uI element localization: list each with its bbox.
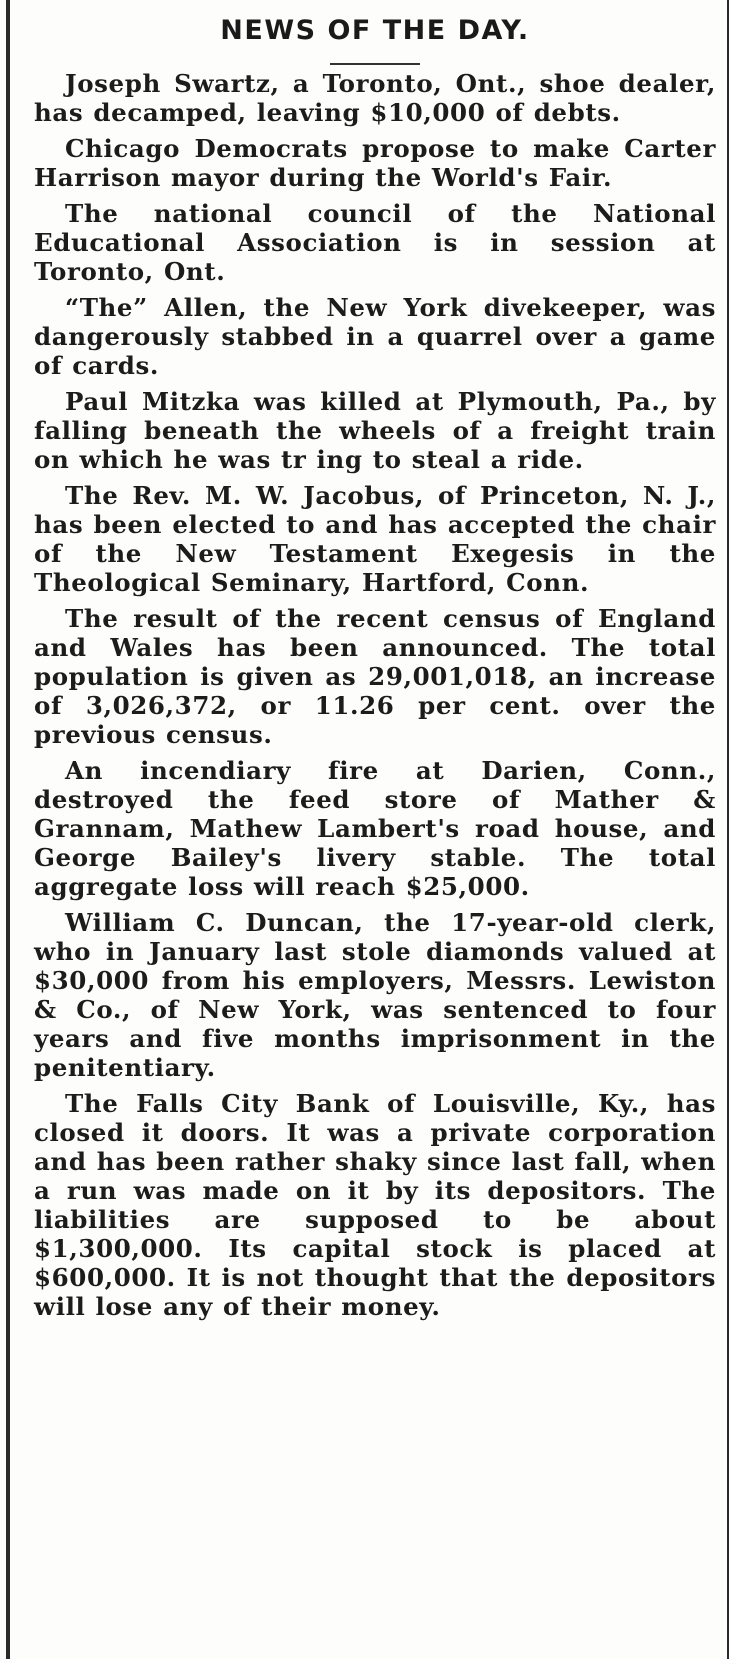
news-item: William C. Duncan, the 17-year-old clerk, who in January last stole diamonds valued at $30,000 from his employers, Messrs. Lewiston & Co., of New York, was sentenced to four years and five months imprisonment in the penitentiary. (34, 908, 716, 1082)
news-item: The result of the recent census of England and Wales has been announced. The total population is given as 29,001,018, an increase of 3,026,372, or 11.26 per cent. over the previous census. (34, 604, 716, 749)
news-item: An incendiary fire at Darien, Conn., destroyed the feed store of Mather & Grannam, Mathew Lambert's road house, and George Bailey's livery stable. The total aggregate loss will reach $25,000. (34, 756, 716, 901)
news-item: “The” Allen, the New York divekeeper, was dangerously stabbed in a quarrel over a game of cards. (34, 293, 716, 380)
news-column (34, 0, 716, 1328)
news-item: Chicago Democrats propose to make Carter Harrison mayor during the World's Fair. (34, 134, 716, 192)
article-list (34, 69, 716, 1321)
news-item: Joseph Swartz, a Toronto, Ont., shoe dealer, has decamped, leaving $10,000 of debts. (34, 69, 716, 127)
column-left-rule (6, 0, 10, 1659)
headline: NEWS OF THE DAY. (220, 15, 530, 46)
news-item: The national council of the National Educational Association is in session at Toronto, Ont. (34, 199, 716, 286)
news-item: The Rev. M. W. Jacobus, of Princeton, N. J., has been elected to and has accepted the chair of the New Testament Exegesis in the Theological Seminary, Hartford, Conn. (34, 481, 716, 597)
news-item: Paul Mitzka was killed at Plymouth, Pa., by falling beneath the wheels of a freight train on which he was tr ing to steal a ride. (34, 387, 716, 474)
news-item: The Falls City Bank of Louisville, Ky., has closed it doors. It was a private corporation and has been rather shaky since last fall, when a run was made on it by its depositors. The liabilities are supposed to be about $1,300,000. Its capital stock is placed at $600,000. It is not thought that the depositors will lose any of their money. (34, 1089, 716, 1321)
headline-divider (330, 63, 420, 65)
